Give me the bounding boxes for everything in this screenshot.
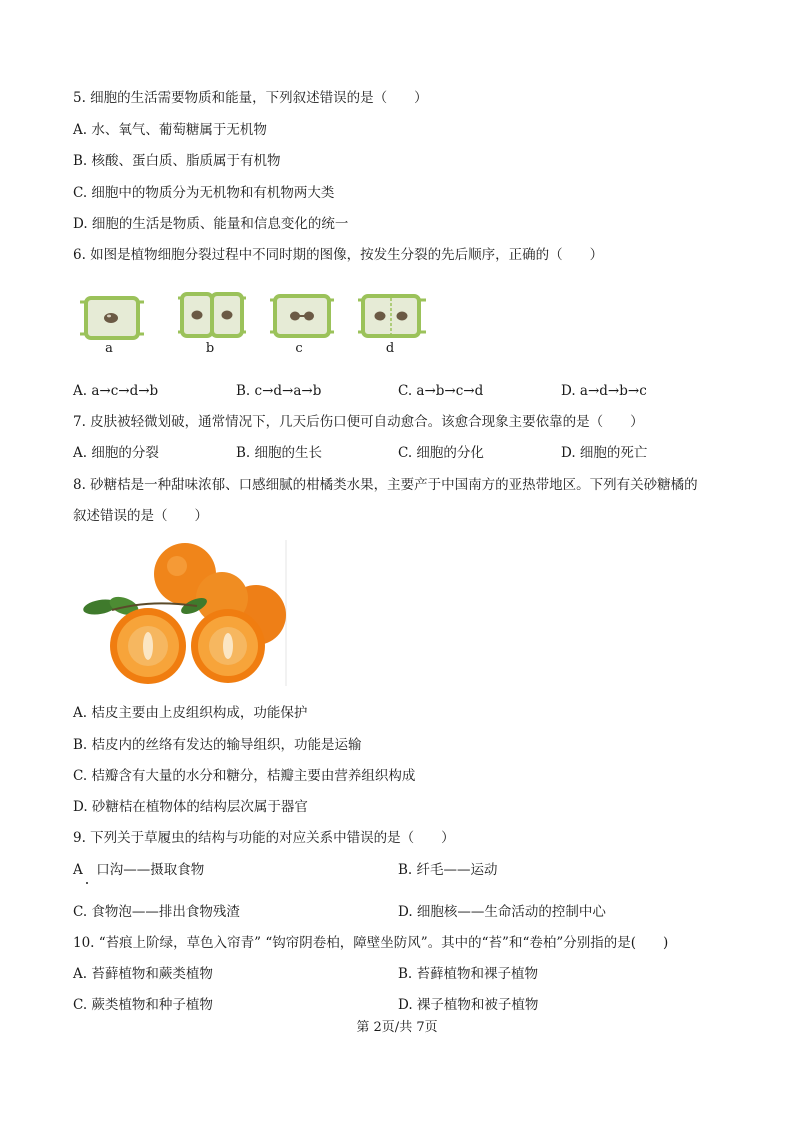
q8-option-a: A. 桔皮主要由上皮组织构成，功能保护 — [73, 705, 308, 721]
q8-option-b: B. 桔皮内的丝络有发达的输导组织，功能是运输 — [73, 737, 362, 753]
q7-option-b: B. 细胞的生长 — [236, 445, 323, 461]
q8-stem-line2: 叙述错误的是（ ） — [73, 508, 208, 524]
cell-a-image — [80, 296, 146, 340]
q10-option-c: C. 蕨类植物和种子植物 — [73, 997, 213, 1013]
q9-option-b: B. 纤毛——运动 — [398, 862, 498, 878]
q10-stem: 10. “苔痕上阶绿，草色入帘青” “钩帘阴卷柏，障壁坐防风”。其中的“苔”和“卷柏”分别指的是( ) — [73, 935, 669, 951]
cell-d-label: d — [385, 341, 395, 356]
q7-option-a: A. 细胞的分裂 — [73, 445, 159, 461]
q10-option-a: A. 苔藓植物和蕨类植物 — [73, 966, 213, 982]
q6-stem: 6. 如图是植物细胞分裂过程中不同时期的图像，按发生分裂的先后顺序，正确的（ ） — [73, 247, 604, 263]
cell-b-label: b — [205, 341, 215, 356]
cell-d-image — [358, 294, 428, 338]
cell-c-image — [270, 294, 336, 338]
q10-option-d: D. 裸子植物和被子植物 — [398, 997, 539, 1013]
q9-option-c: C. 食物泡——排出食物残渣 — [73, 904, 240, 920]
q7-option-d: D. 细胞的死亡 — [561, 445, 648, 461]
q9-option-d: D. 细胞核——生命活动的控制中心 — [398, 904, 606, 920]
q8-stem-line1: 8. 砂糖桔是一种甜味浓郁、口感细腻的柑橘类水果，主要产于中国南方的亚热带地区。下列有关砂糖橘的 — [73, 477, 698, 493]
q7-stem: 7. 皮肤被轻微划破，通常情况下，几天后伤口便可自动愈合。该愈合现象主要依靠的是（ ） — [73, 414, 644, 430]
q6-option-b: B. c→d→a→b — [236, 383, 322, 399]
q8-option-d: D. 砂糖桔在植物体的结构层次属于器官 — [73, 799, 308, 815]
stray-dot-mark — [86, 882, 88, 884]
page-number-footer: 第 2页/共 7页 — [356, 1020, 438, 1035]
q7-option-c: C. 细胞的分化 — [398, 445, 484, 461]
q10-option-b: B. 苔藓植物和裸子植物 — [398, 966, 539, 982]
q9-option-a: A 口沟——摄取食物 — [73, 862, 205, 878]
q5-stem: 5. 细胞的生活需要物质和能量，下列叙述错误的是（ ） — [73, 90, 428, 106]
q8-option-c: C. 桔瓣含有大量的水分和糖分，桔瓣主要由营养组织构成 — [73, 768, 416, 784]
q5-option-a: A. 水、氧气、葡萄糖属于无机物 — [73, 122, 267, 138]
q5-option-b: B. 核酸、蛋白质、脂质属于有机物 — [73, 153, 281, 169]
q6-option-c: C. a→b→c→d — [398, 383, 484, 399]
mandarin-orange-photo — [72, 540, 290, 686]
cell-a-label: a — [105, 341, 113, 356]
q6-option-d: D. a→d→b→c — [561, 383, 647, 399]
cell-b-image — [178, 292, 248, 338]
q9-stem: 9. 下列关于草履虫的结构与功能的对应关系中错误的是（ ） — [73, 830, 455, 846]
cell-c-label: c — [295, 341, 303, 356]
q5-option-c: C. 细胞中的物质分为无机物和有机物两大类 — [73, 185, 335, 201]
q5-option-d: D. 细胞的生活是物质、能量和信息变化的统一 — [73, 216, 349, 232]
q6-option-a: A. a→c→d→b — [73, 383, 159, 399]
